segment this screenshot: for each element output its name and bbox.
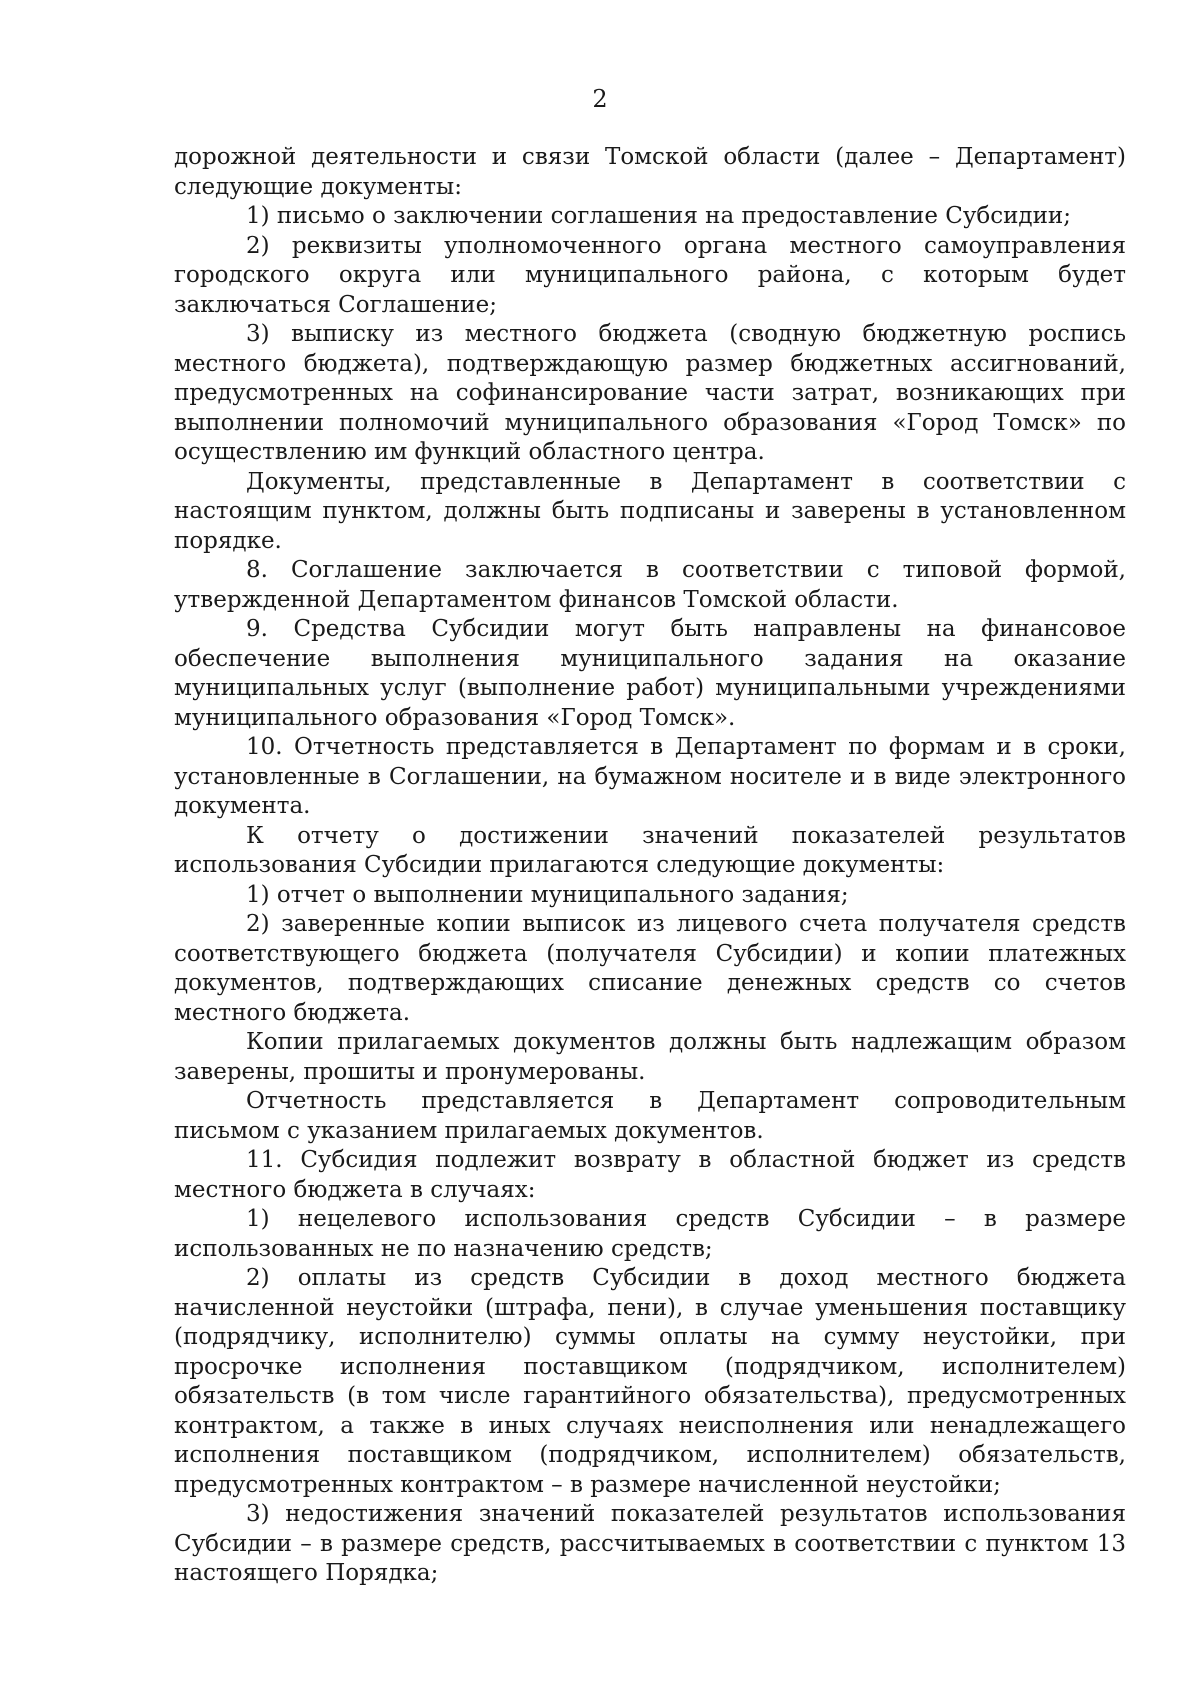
page-number: 2 [592,85,608,113]
paragraph: 11. Субсидия подлежит возврату в областной бюджет из средств местного бюджета в случаях: [174,1147,1126,1203]
paragraph: Документы, представленные в Департамент в соответствии с настоящим пунктом, должны быть подписаны и заверены в установленном порядке. [174,468,1126,554]
paragraph: дорожной деятельности и связи Томской области (далее – Департамент) следующие документы: [174,144,1126,200]
paragraph: Копии прилагаемых документов должны быть надлежащим образом заверены, прошиты и пронумерованы. [174,1029,1126,1085]
paragraph: 1) письмо о заключении соглашения на предоставление Субсидии; [246,203,1072,229]
paragraph: 10. Отчетность представляется в Департамент по формам и в сроки, установленные в Соглашении, на бумажном носителе и в виде электронного документа. [174,734,1126,819]
document-body [174,143,1126,1589]
paragraph: 3) выписку из местного бюджета (сводную бюджетную роспись местного бюджета), подтверждающую размер бюджетных ассигнований, предусмотренных на софинансирование части затрат, возникающих при выполнении полномочий муниципального образования «Город Томск» по осуществлению им функций областного центра. [174,321,1126,465]
paragraph: 2) оплаты из средств Субсидии в доход местного бюджета начисленной неустойки (штрафа, пени), в случае уменьшения поставщику (подрядчику, исполнителю) суммы оплаты на сумму неустойки, при просрочке исполнения поставщиком (подрядчиком, исполнителем) обязательств (в том числе гарантийного обязательства), предусмотренных контрактом, а также в иных случаях неисполнения или ненадлежащего исполнения поставщиком (подрядчиком, исполнителем) обязательств, предусмотренных контрактом – в размере начисленной неустойки; [174,1265,1126,1498]
paragraph: Отчетность представляется в Департамент сопроводительным письмом с указанием прилагаемых документов. [174,1088,1126,1144]
paragraph: 1) нецелевого использования средств Субсидии – в размере использованных не по назначению средств; [174,1206,1126,1262]
paragraph: 1) отчет о выполнении муниципального задания; [246,881,849,908]
paragraph: 8. Соглашение заключается в соответствии с типовой формой, утвержденной Департаментом финансов Томской области. [174,557,1126,613]
paragraph: 3) недостижения значений показателей результатов использования Субсидии – в размере средств, рассчитываемых в соответствии с пунктом 13 настоящего Порядка; [174,1501,1126,1586]
paragraph: 2) заверенные копии выписок из лицевого счета получателя средств соответствующего бюджета (получателя Субсидии) и копии платежных документов, подтверждающих списание денежных средств со счетов местного бюджета. [174,911,1126,1026]
paragraph: 9. Средства Субсидии могут быть направлены на финансовое обеспечение выполнения муниципального задания на оказание муниципальных услуг (выполнение работ) муниципальными учреждениями муниципального образования «Город Томск». [174,616,1126,731]
paragraph: 2) реквизиты уполномоченного органа местного самоуправления городского округа или муниципального района, с которым будет заключаться Соглашение; [174,232,1126,318]
paragraph: К отчету о достижении значений показателей результатов использования Субсидии прилагаются следующие документы: [174,822,1126,878]
